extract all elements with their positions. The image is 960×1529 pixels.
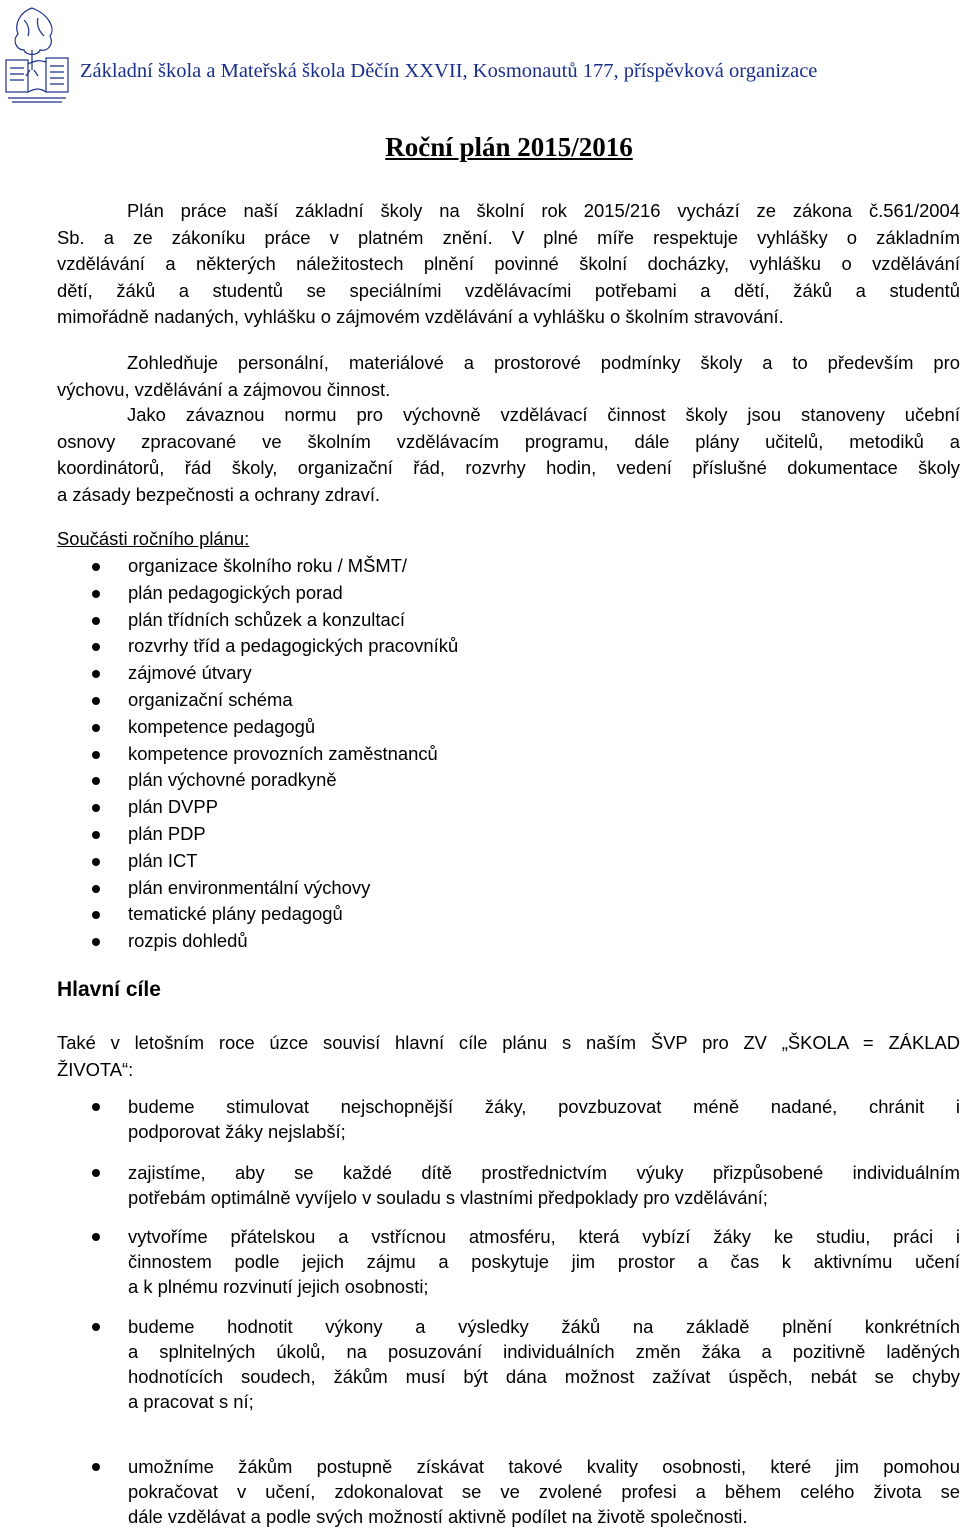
list-item bbox=[0, 553, 960, 580]
paragraph-line: a zásady bezpečnosti a ochrany zdraví. bbox=[57, 483, 381, 505]
list-item bbox=[0, 821, 960, 848]
paragraph-line: Také v letošním roce úzce souvisí hlavní cíle plánu s naším ŠVP pro ZV „ŠKOLA = ZÁKLAD bbox=[57, 1032, 960, 1053]
list-item bbox=[0, 928, 960, 955]
goal-item bbox=[0, 1224, 960, 1299]
list-item bbox=[0, 901, 960, 928]
list-item-text: plán PDP bbox=[128, 822, 206, 844]
components-list bbox=[0, 553, 960, 955]
list-item-text: rozpis dohledů bbox=[128, 930, 248, 952]
list-item bbox=[0, 580, 960, 607]
list-item bbox=[0, 660, 960, 687]
intro-line: mimořádně nadaných, vyhlášku o zájmovém vzdělávání a vyhlášku o školním stravování. bbox=[57, 306, 784, 327]
bullet-icon bbox=[92, 777, 100, 785]
list-item bbox=[0, 875, 960, 902]
list-item-text: rozvrhy tříd a pedagogických pracovníků bbox=[128, 635, 459, 657]
paragraph-line: osnovy zpracované ve školním vzdělávacím programu, dále plány učitelů, metodiků a bbox=[57, 430, 960, 452]
bullet-icon bbox=[92, 831, 100, 839]
bullet-icon bbox=[92, 751, 100, 759]
list-item bbox=[0, 741, 960, 768]
list-item-text: tematické plány pedagogů bbox=[128, 903, 343, 925]
list-item-text: plán environmentální výchovy bbox=[128, 876, 371, 898]
goals-intro-paragraph bbox=[57, 1030, 960, 1083]
paragraph-line: Jako závaznou normu pro výchovně vzdělávací činnost školy jsou stanoveny učební bbox=[127, 404, 960, 425]
goal-line: potřebám optimálně vyvíjelo v souladu s vlastními předpoklady pro vzdělávání; bbox=[128, 1187, 768, 1208]
list-item bbox=[0, 767, 960, 794]
bullet-icon bbox=[92, 1103, 100, 1111]
goal-line: zajistíme, aby se každé dítě prostřednictvím výuky přizpůsobené individuálním bbox=[128, 1162, 960, 1183]
goal-line: a k plnému rozvinutí jejich osobnosti; bbox=[128, 1276, 429, 1297]
goal-line: činnostem podle jejich zájmu a poskytuje jim prostor a čas k aktivnímu učení bbox=[128, 1251, 960, 1272]
school-name-header: Základní škola a Mateřská škola Děčín XXVII, Kosmonautů 177, příspěvková organizace bbox=[80, 60, 818, 82]
goal-item bbox=[0, 1160, 960, 1210]
bullet-icon bbox=[92, 804, 100, 812]
list-item-text: plán třídních schůzek a konzultací bbox=[128, 608, 406, 630]
paragraph-line: Zohledňuje personální, materiálové a prostorové podmínky školy a to především pro bbox=[127, 352, 960, 373]
bullet-icon bbox=[92, 670, 100, 678]
bullet-icon bbox=[92, 643, 100, 651]
list-item bbox=[0, 633, 960, 660]
main-goals-heading: Hlavní cíle bbox=[57, 978, 161, 1001]
bullet-icon bbox=[92, 885, 100, 893]
intro-line: Plán práce naší základní školy na školní rok 2015/216 vychází ze zákona č.561/2004 bbox=[127, 200, 960, 221]
list-item-text: plán DVPP bbox=[128, 796, 218, 818]
goal-line: pokračovat v učení, zdokonalovat se ve zvolené profesi a během celého života se bbox=[128, 1481, 960, 1502]
list-item-text: organizace školního roku / MŠMT/ bbox=[128, 555, 408, 576]
bullet-icon bbox=[92, 1463, 100, 1471]
goal-line: dále vzdělávat a podle svých možností aktivně podílet na životě společnosti. bbox=[128, 1506, 748, 1527]
list-item bbox=[0, 607, 960, 634]
goal-item bbox=[0, 1314, 960, 1414]
bullet-icon bbox=[92, 563, 100, 571]
list-item bbox=[0, 687, 960, 714]
list-item bbox=[0, 794, 960, 821]
components-heading: Součásti ročního plánu: bbox=[57, 528, 250, 549]
bullet-icon bbox=[92, 858, 100, 866]
goal-line: umožníme žákům postupně získávat takové kvality osobnosti, které jim pomohou bbox=[128, 1456, 960, 1477]
goal-line: a pracovat s ní; bbox=[128, 1391, 254, 1412]
goal-item bbox=[0, 1094, 960, 1144]
bullet-icon bbox=[92, 697, 100, 705]
goal-line: hodnotících soudech, žákům musí být dána možnost zažívat úspěch, nebát se chyby bbox=[128, 1366, 960, 1387]
paragraph-line: koordinátorů, řád školy, organizační řád, rozvrhy hodin, vedení příslušné dokumentace školy bbox=[57, 457, 960, 478]
list-item bbox=[0, 714, 960, 741]
intro-line: Sb. a ze zákoníku práce v platném znění. V plné míře respektuje vyhlášky o základním bbox=[57, 226, 960, 248]
intro-paragraph bbox=[57, 198, 960, 331]
goal-line: budeme hodnotit výkony a výsledky žáků na základě plnění konkrétních bbox=[128, 1316, 960, 1337]
bullet-icon bbox=[92, 1169, 100, 1177]
goal-line: budeme stimulovat nejschopnější žáky, povzbuzovat méně nadané, chránit i bbox=[128, 1096, 960, 1117]
list-item-text: zájmové útvary bbox=[128, 662, 252, 684]
bullet-icon bbox=[92, 1233, 100, 1241]
paragraph-line: výchovu, vzdělávání a zájmovou činnost. bbox=[57, 378, 391, 400]
goal-line: vytvoříme přátelskou a vstřícnou atmosféru, která vybízí žáky ke studiu, práci i bbox=[128, 1226, 960, 1247]
paragraph-norms bbox=[57, 402, 960, 508]
goal-line: a splnitelných úkolů, na posuzování individuálních změn žáka a pozitivně laděných bbox=[128, 1341, 960, 1362]
list-item-text: kompetence pedagogů bbox=[128, 715, 316, 737]
intro-line: vzdělávání a některých náležitostech plnění povinné školní docházky, vyhlášku o vzdělávání bbox=[57, 253, 960, 274]
bullet-icon bbox=[92, 911, 100, 919]
goal-item bbox=[0, 1454, 960, 1529]
list-item-text: organizační schéma bbox=[128, 688, 293, 710]
list-item bbox=[0, 848, 960, 875]
list-item-text: plán ICT bbox=[128, 849, 198, 871]
list-item-text: plán výchovné poradkyně bbox=[128, 769, 337, 791]
bullet-icon bbox=[92, 1323, 100, 1331]
intro-line: dětí, žáků a studentů se speciálními vzdělávacími potřebami a dětí, žáků a studentů bbox=[57, 279, 960, 301]
bullet-icon bbox=[92, 617, 100, 625]
goal-line: podporovat žáky nejslabší; bbox=[128, 1121, 346, 1142]
bullet-icon bbox=[92, 724, 100, 732]
school-logo bbox=[2, 0, 72, 108]
paragraph-conditions bbox=[57, 350, 960, 403]
paragraph-line: ŽIVOTA“: bbox=[57, 1058, 134, 1080]
list-item-text: plán pedagogických porad bbox=[128, 581, 343, 603]
list-item-text: kompetence provozních zaměstnanců bbox=[128, 742, 438, 764]
bullet-icon bbox=[92, 938, 100, 946]
document-title: Roční plán 2015/2016 bbox=[385, 132, 633, 162]
bullet-icon bbox=[92, 590, 100, 598]
